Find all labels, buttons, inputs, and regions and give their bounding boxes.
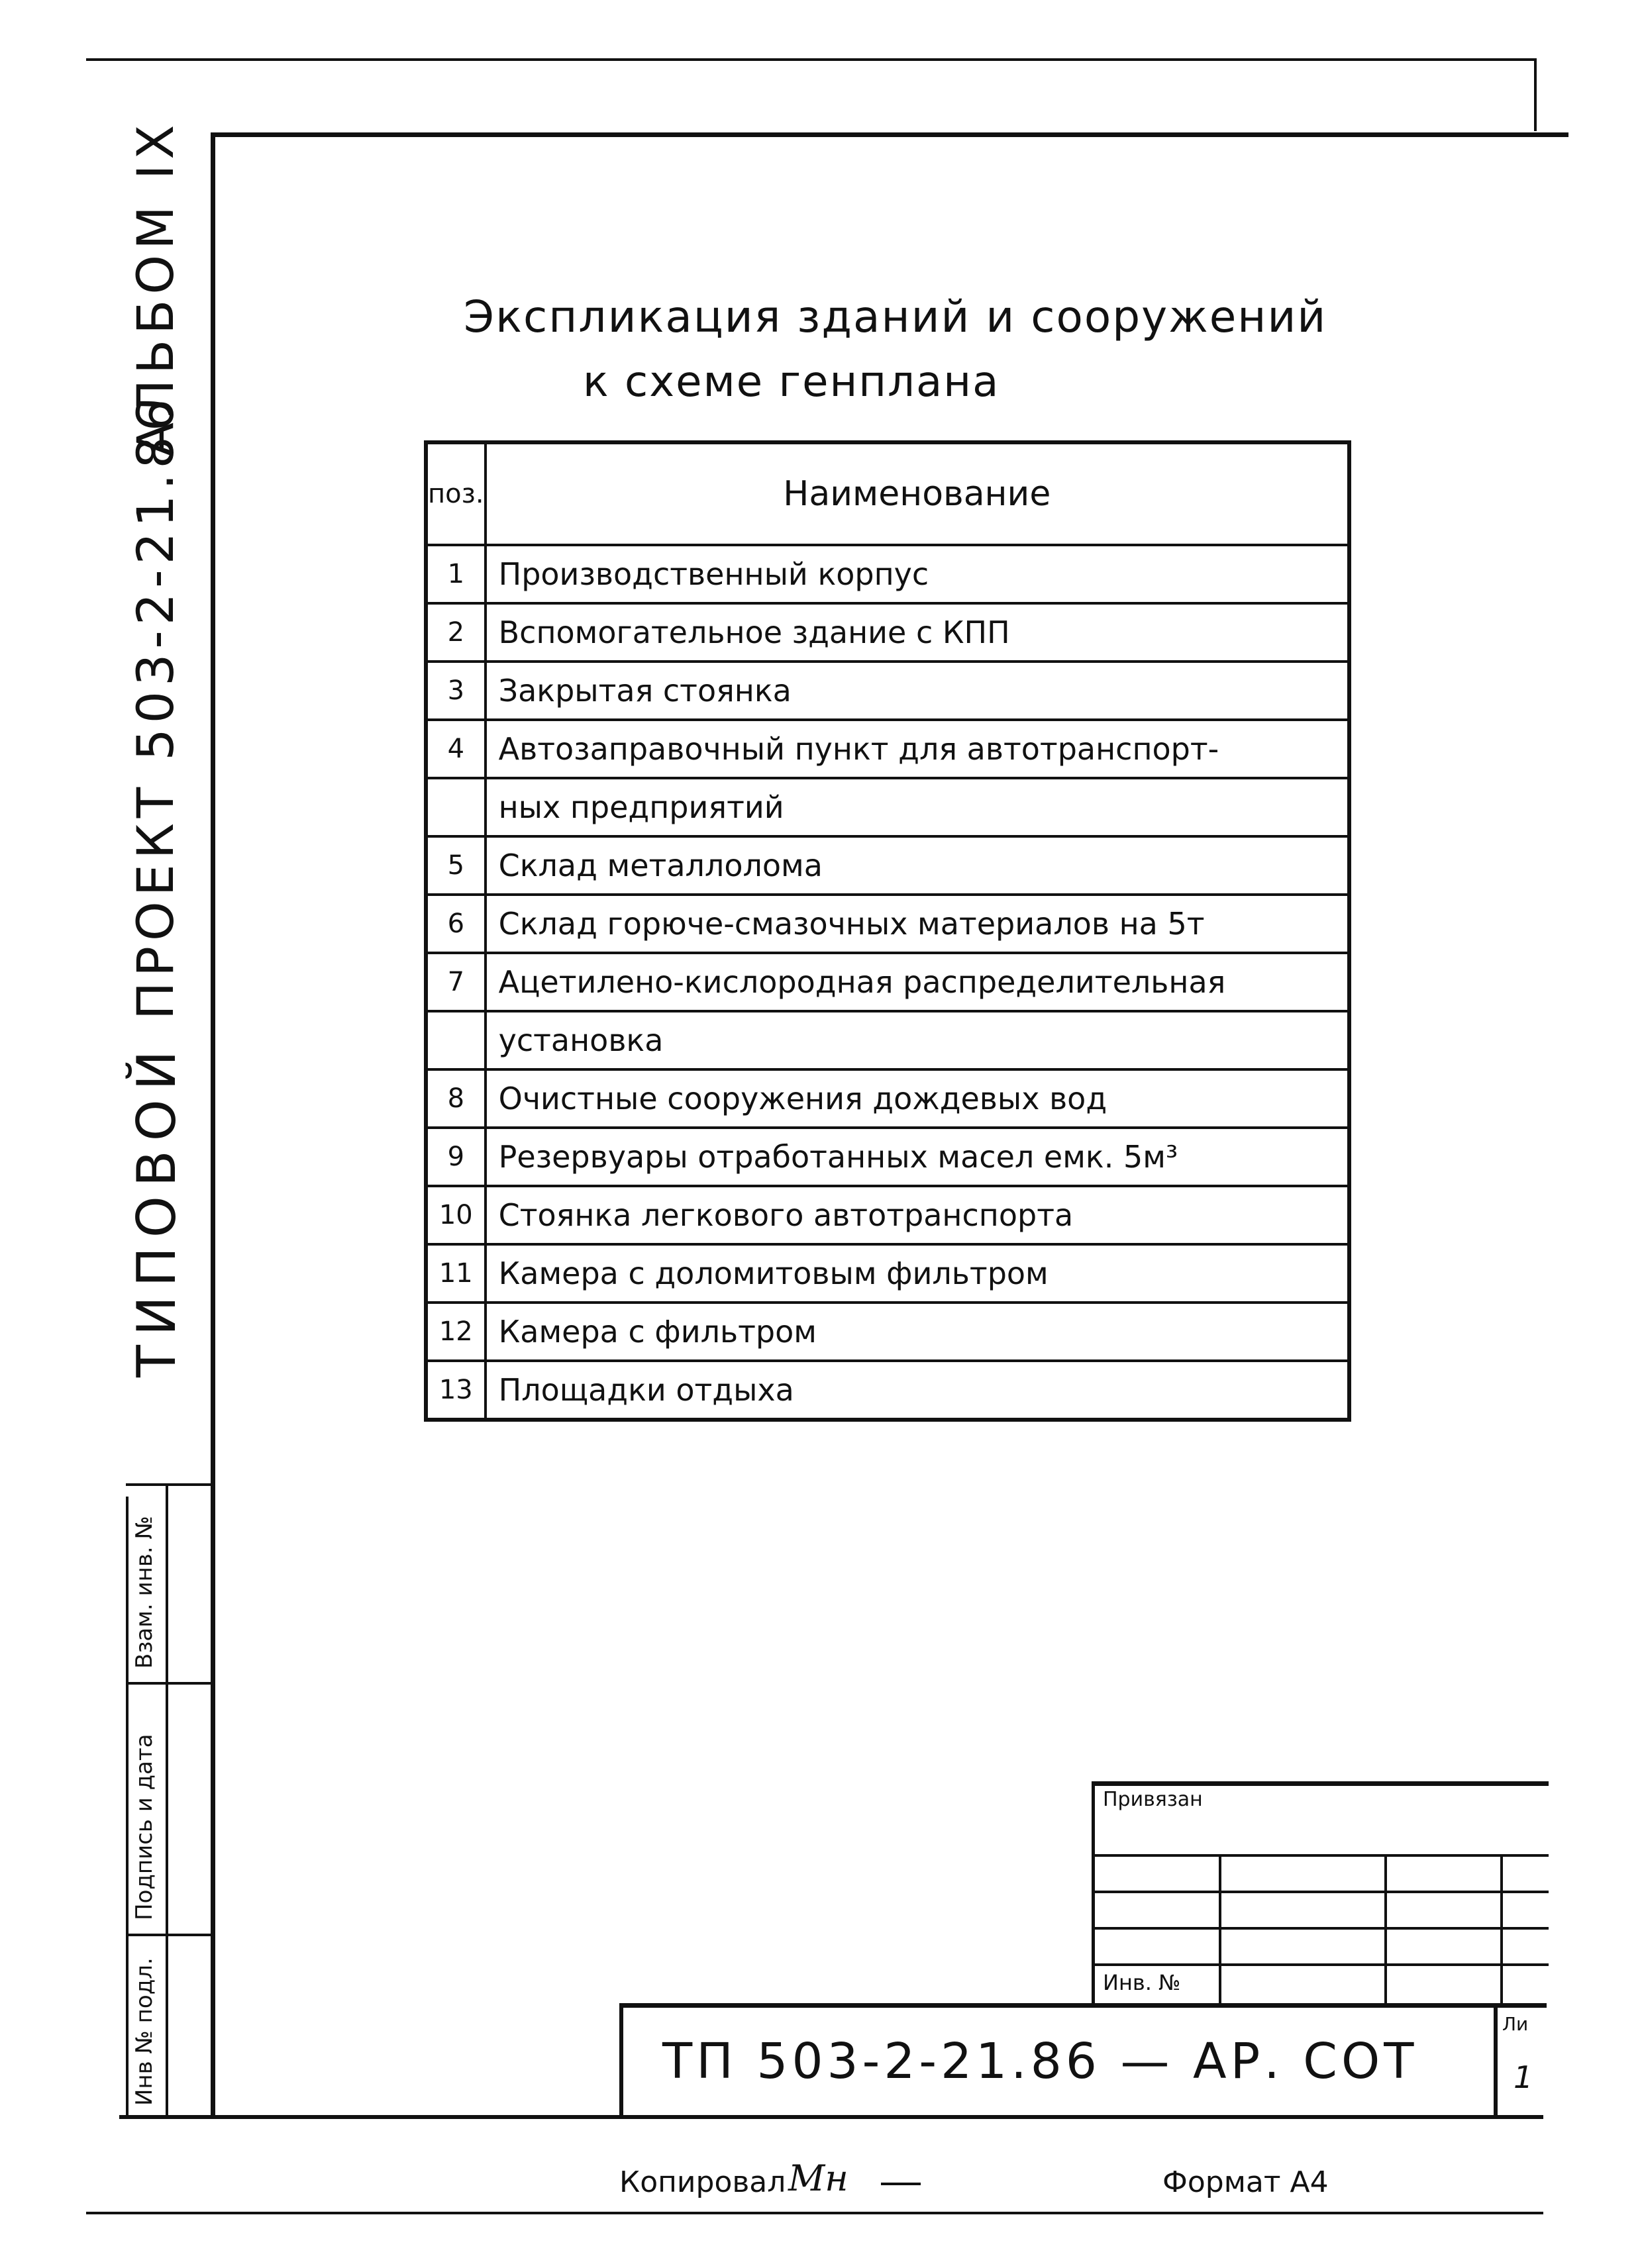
header-pos: поз.	[426, 442, 486, 545]
row-name: Стоянка легкового автотранспорта	[486, 1186, 1349, 1244]
table-row	[426, 1011, 1349, 1069]
main-stamp-left	[619, 2003, 623, 2119]
table-row	[426, 545, 1349, 603]
privyazan-col1	[1219, 1854, 1221, 2006]
sheet-label: Ли	[1502, 2013, 1529, 2035]
row-pos: 12	[426, 1303, 486, 1361]
row-name: Камера с фильтром	[486, 1303, 1349, 1361]
row-pos: 7	[426, 953, 486, 1011]
row-name: установка	[486, 1011, 1349, 1069]
title-line2: к схеме генплана	[583, 358, 1000, 407]
row-pos: 4	[426, 720, 486, 778]
table-row	[426, 778, 1349, 836]
explication-table	[424, 440, 1351, 1422]
row-pos: 3	[426, 662, 486, 720]
row-pos: 1	[426, 545, 486, 603]
row-name: Ацетилено-кислородная распределительная	[486, 953, 1349, 1011]
header-name: Наименование	[486, 442, 1349, 545]
signature-dash	[881, 2183, 921, 2185]
row-pos: 5	[426, 836, 486, 895]
row-pos: 13	[426, 1361, 486, 1420]
table-row	[426, 1128, 1349, 1186]
main-stamp-top	[619, 2003, 1547, 2008]
privyazan-row4	[1092, 1963, 1549, 1966]
table-row	[426, 1186, 1349, 1244]
title-line1: Экспликация зданий и сооружений	[464, 291, 1327, 342]
row-name: Автозаправочный пункт для автотранспорт-	[486, 720, 1349, 778]
bottom-edge-line	[86, 2212, 1543, 2214]
row-name: Площадки отдыха	[486, 1361, 1349, 1420]
side-col-inv-podl: Инв № подл.	[131, 1957, 158, 2106]
table-row	[426, 836, 1349, 895]
row-pos: 9	[426, 1128, 486, 1186]
row-pos: 10	[426, 1186, 486, 1244]
row-name: Склад горюче-смазочных материалов на 5т	[486, 895, 1349, 953]
privyazan-row1	[1092, 1854, 1549, 1857]
privyazan-col3	[1500, 1854, 1503, 2006]
row-name: Вспомогательное здание с КПП	[486, 603, 1349, 662]
side-col-left-line	[126, 1497, 128, 2119]
table-row	[426, 720, 1349, 778]
row-name: Камера с доломитовым фильтром	[486, 1244, 1349, 1303]
side-col-mid-line	[166, 1483, 168, 2119]
row-pos: 2	[426, 603, 486, 662]
table-row	[426, 895, 1349, 953]
side-stamp-typical: ТИПОВОЙ	[126, 1041, 187, 1377]
table-row	[426, 603, 1349, 662]
table-row	[426, 1244, 1349, 1303]
privyazan-col2	[1384, 1854, 1387, 2006]
format-label: Формат А4	[1162, 2165, 1329, 2199]
row-pos	[426, 1011, 486, 1069]
side-col-top-line	[126, 1483, 212, 1486]
privyazan-row3	[1092, 1927, 1549, 1930]
inv-no-label: Инв. №	[1103, 1970, 1181, 1995]
row-name: Производственный корпус	[486, 545, 1349, 603]
sheet-number: 1	[1514, 2059, 1533, 2095]
frame-top-line	[211, 132, 1568, 137]
side-stamp-project: ПРОЕКТ 503-2-21.86	[126, 393, 185, 1020]
row-pos: 8	[426, 1069, 486, 1128]
copier-signature: Мн	[788, 2157, 848, 2199]
side-col-signature-date: Подпись и дата	[131, 1734, 158, 1920]
table-row	[426, 1069, 1349, 1128]
row-name: Резервуары отработанных масел емк. 5м³	[486, 1128, 1349, 1186]
row-pos: 6	[426, 895, 486, 953]
row-name: Очистные сооружения дождевых вод	[486, 1069, 1349, 1128]
privyazan-row2	[1092, 1891, 1549, 1893]
row-pos: 11	[426, 1244, 486, 1303]
side-col-div2	[126, 1934, 212, 1936]
row-name: ных предприятий	[486, 778, 1349, 836]
table-header-row	[426, 442, 1349, 545]
table-row	[426, 953, 1349, 1011]
table-row	[426, 1303, 1349, 1361]
top-right-tick	[1534, 58, 1537, 131]
privyazan-label: Привязан	[1103, 1788, 1203, 1811]
top-edge-line	[86, 58, 1537, 61]
row-name: Склад металлолома	[486, 836, 1349, 895]
table-row	[426, 662, 1349, 720]
row-name: Закрытая стоянка	[486, 662, 1349, 720]
copied-by-label: Копировал	[619, 2165, 786, 2199]
side-stamp-album: АЛЬБОМ IX	[126, 119, 185, 457]
privyazan-left	[1092, 1781, 1095, 2006]
main-stamp-right-col	[1494, 2003, 1498, 2119]
frame-left-line	[211, 132, 215, 2119]
document-code: ТП 503-2-21.86 — АР. СОТ	[662, 2033, 1418, 2090]
frame-bottom-line	[119, 2115, 1543, 2119]
privyazan-top	[1092, 1781, 1549, 1786]
row-pos	[426, 778, 486, 836]
side-col-vzam-inv: Взам. инв. №	[131, 1516, 158, 1669]
table-row	[426, 1361, 1349, 1420]
side-col-div1	[126, 1682, 212, 1685]
